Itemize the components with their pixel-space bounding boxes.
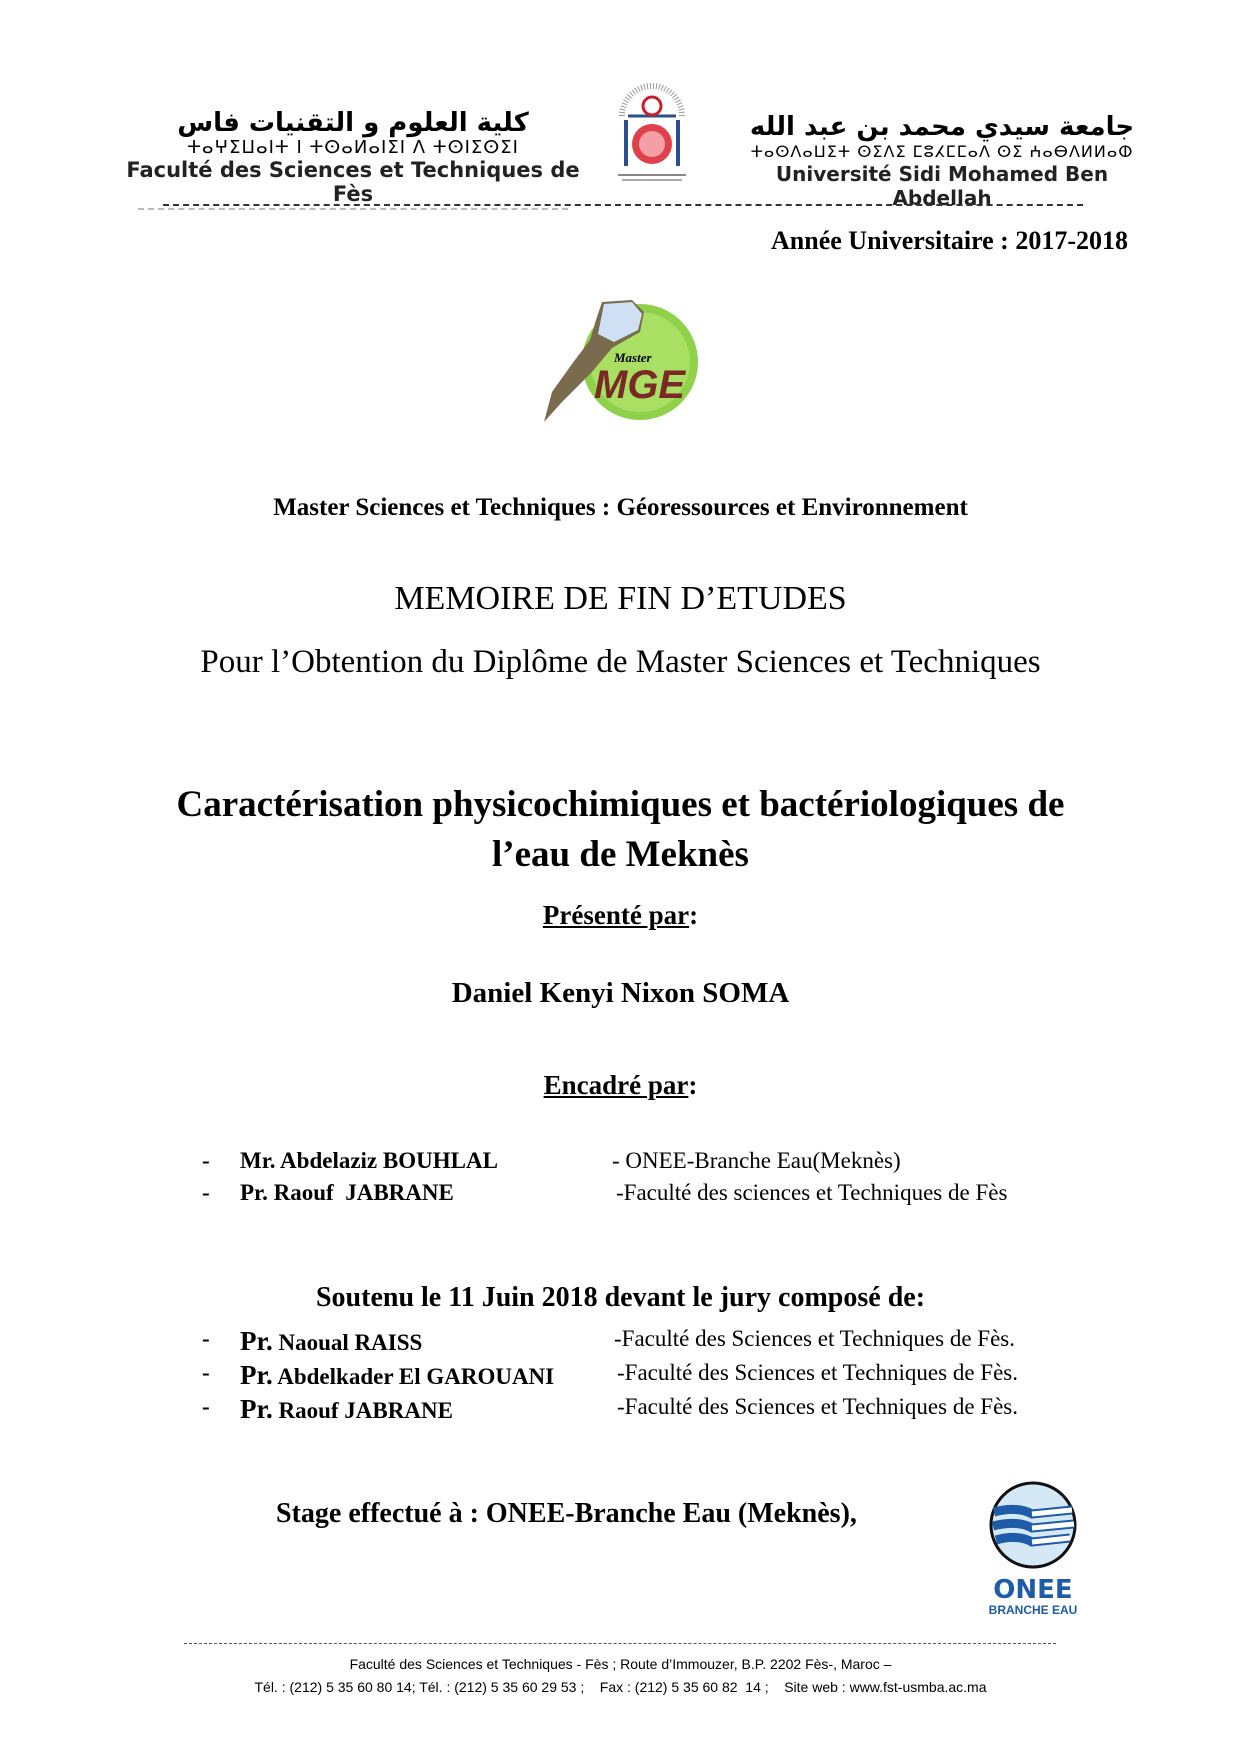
thesis-title-line1: Caractérisation physicochimiques et bactériologiques de: [176, 784, 1065, 825]
supervised-by-label: Encadré par: [543, 1070, 689, 1100]
jury-name: Pr. Abdelkader El GAROUANI: [240, 1360, 555, 1390]
presented-by-label: Présenté par: [542, 900, 690, 930]
author-name: Daniel Kenyi Nixon SOMA: [451, 977, 790, 1009]
supervised-by-colon: :: [688, 1070, 698, 1100]
jury-row: - Pr. Abdelkader El GAROUANI -Faculté des Sciences et Techniques de Fès.: [202, 1360, 1018, 1390]
supervisor-affiliation: -Faculté des sciences et Techniques de Fès: [616, 1180, 1008, 1205]
onee-water-icon: [988, 1480, 1078, 1570]
fst-french-name: Faculté des Sciences et Techniques de Fès: [126, 158, 580, 206]
internship-location: Stage effectué à : ONEE-Branche Eau (Meknès),: [276, 1498, 857, 1529]
footer-address: Faculté des Sciences et Techniques - Fès ; Route d’Immouzer, B.P. 2202 Fès-, Maroc –: [349, 1656, 892, 1672]
supervisor-name: Pr. Raouf JABRANE: [240, 1180, 454, 1205]
jury-row: - Pr. Naoual RAISS -Faculté des Sciences et Techniques de Fès.: [202, 1326, 1015, 1356]
usmba-french-name: Université Sidi Mohamed Ben Abdellah: [775, 162, 1109, 210]
supervisor-row: - Pr. Raouf JABRANE -Faculté des sciences et Techniques de Fès: [202, 1180, 1008, 1205]
diploma-subtitle: Pour l’Obtention du Diplôme de Master Sciences et Techniques: [200, 644, 1041, 680]
supervised-by: [0, 1070, 1241, 1101]
thesis-title: [0, 780, 1241, 880]
mge-map-icon: [532, 292, 712, 432]
usmba-arabic-name: جامعة سيدي محمد بن عبد الله: [749, 112, 1135, 142]
jury-name: Pr. Naoual RAISS: [240, 1326, 423, 1356]
jury-name: Pr. Raouf JABRANE: [240, 1394, 453, 1424]
header-divider: [163, 204, 1083, 206]
fst-arabic-name: كلية العلوم و التقنيات فاس: [177, 108, 529, 138]
defense-statement: Soutenu le 11 Juin 2018 devant le jury composé de:: [315, 1282, 926, 1313]
svg-text:Master: Master: [614, 350, 652, 365]
presented-by: [0, 900, 1241, 931]
jury-affiliation: -Faculté des Sciences et Techniques de Fès.: [614, 1326, 1015, 1351]
jury-affiliation: -Faculté des Sciences et Techniques de Fès.: [617, 1360, 1018, 1385]
usmba-header: [742, 112, 1142, 210]
jury-affiliation: -Faculté des Sciences et Techniques de Fès.: [617, 1394, 1018, 1419]
fst-header: [118, 108, 588, 214]
mge-logo: [532, 292, 712, 432]
onee-branch: BRANCHE EAU: [988, 1603, 1078, 1617]
usmba-logo: [614, 76, 690, 194]
onee-name: ONEE: [993, 1575, 1073, 1605]
thesis-title-line2: l’eau de Meknès: [492, 834, 749, 875]
master-program: Master Sciences et Techniques : Géoressources et Environnement: [273, 494, 968, 521]
presented-by-colon: :: [689, 900, 699, 930]
supervisor-affiliation: - ONEE-Branche Eau(Meknès): [612, 1148, 901, 1173]
fst-tifinagh-name: ⵜⴰⵖⵉⵡⴰⵏⵜ ⵏ ⵜⵙⴰⵍⴰⵏⵉⵏ ⴷ ⵜⵙⵏⵉⵙⵉⵏ: [187, 137, 519, 158]
onee-logo: [978, 1480, 1088, 1617]
svg-text:MGE: MGE: [594, 363, 686, 407]
footer-contact: Tél. : (212) 5 35 60 80 14; Tél. : (212) 5 35 60 29 53 ; Fax : (212) 5 35 60 82 14 ; Site web : www.fst-usmba.ac.ma: [254, 1679, 987, 1695]
supervisor-row: - Mr. Abdelaziz BOUHLAL - ONEE-Branche Eau(Meknès): [202, 1148, 901, 1173]
academic-year: Année Universitaire : 2017-2018: [771, 226, 1128, 255]
footer-divider: [184, 1643, 1056, 1644]
fst-underline: [138, 208, 568, 214]
usmba-tifinagh-name: ⵜⴰⵙⴷⴰⵡⵉⵜ ⵙⵉⴷⵉ ⵎⵓⵃⵎⵎⴰⴷ ⵙⵉ ⵄⴰⴱⴷⵍⵍⴰⵀ: [750, 142, 1134, 161]
usmba-emblem-icon: [614, 76, 690, 194]
memoire-heading: MEMOIRE DE FIN D’ETUDES: [394, 580, 847, 617]
jury-row: - Pr. Raouf JABRANE -Faculté des Sciences et Techniques de Fès.: [202, 1394, 1018, 1424]
supervisor-name: Mr. Abdelaziz BOUHLAL: [240, 1148, 498, 1173]
